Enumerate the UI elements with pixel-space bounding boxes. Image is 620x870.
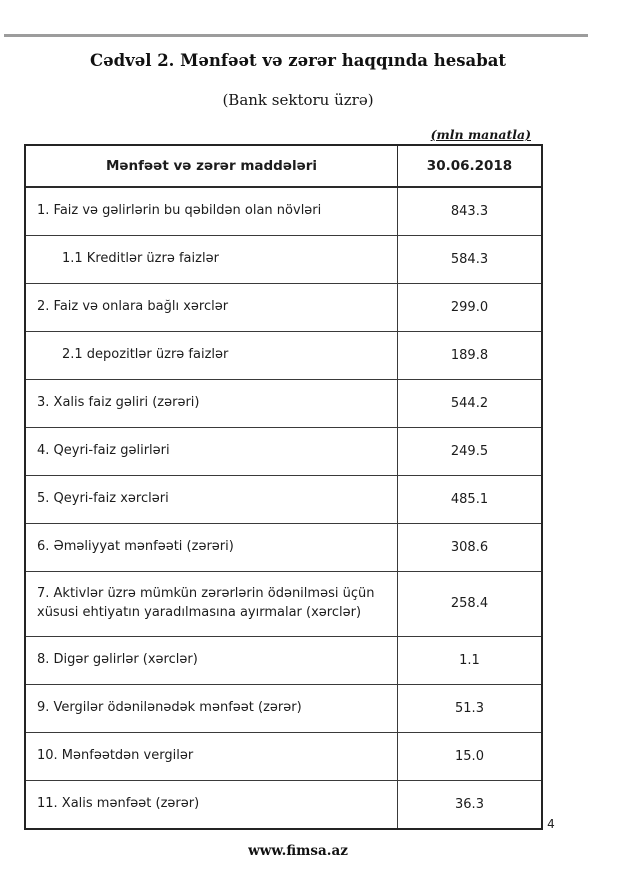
row-value: 544.2 xyxy=(450,395,489,411)
table-row xyxy=(26,781,541,828)
table-header-row xyxy=(26,146,541,188)
row-label: 6. Əməliyyat mənfəəti (zərəri) xyxy=(26,524,398,571)
column-header-items: Mənfəət və zərər maddələri xyxy=(26,146,398,186)
row-value: 1.1 xyxy=(459,652,480,668)
row-label: 7. Aktivlər üzrə mümkün zərərlərin ödənilməsi üçün xüsusi ehtiyatın yaradılmasına ayırmalar (xərclər) xyxy=(26,572,398,636)
table-row xyxy=(26,476,541,524)
table-row xyxy=(26,524,541,572)
table-row xyxy=(26,380,541,428)
row-label: 9. Vergilər ödənilənədək mənfəət (zərər) xyxy=(26,685,398,732)
row-value: 249.5 xyxy=(450,443,489,459)
table-row xyxy=(26,733,541,781)
row-value: 299.0 xyxy=(450,299,489,315)
row-value: 308.6 xyxy=(450,539,489,555)
profit-loss-table xyxy=(24,144,543,830)
row-value: 258.4 xyxy=(450,596,489,612)
unit-note: (mln manatla) xyxy=(430,126,531,142)
table-row xyxy=(26,332,541,380)
header-divider-rule xyxy=(4,34,588,37)
table-row xyxy=(26,236,541,284)
row-value: 584.3 xyxy=(450,251,489,267)
row-value: 189.8 xyxy=(450,347,489,363)
table-body xyxy=(26,188,541,828)
table-row xyxy=(26,284,541,332)
table-row xyxy=(26,637,541,685)
row-label: 11. Xalis mənfəət (zərər) xyxy=(26,781,398,828)
row-value: 15.0 xyxy=(455,748,484,764)
row-label: 5. Qeyri-faiz xərcləri xyxy=(26,476,398,523)
row-label: 4. Qeyri-faiz gəlirləri xyxy=(26,428,398,475)
page-number: 4 xyxy=(547,817,555,831)
page-title: Cədvəl 2. Mənfəət və zərər haqqında hesabat xyxy=(89,51,507,70)
table-row xyxy=(26,685,541,733)
table-row xyxy=(26,428,541,476)
table-row xyxy=(26,572,541,637)
row-label: 10. Mənfəətdən vergilər xyxy=(26,733,398,780)
column-header-date: 30.06.2018 xyxy=(426,157,513,174)
row-label: 2.1 depozitlər üzrə faizlər xyxy=(26,332,398,379)
row-label: 2. Faiz və onlara bağlı xərclər xyxy=(26,284,398,331)
row-value: 51.3 xyxy=(455,700,484,716)
row-label: 1.1 Kreditlər üzrə faizlər xyxy=(26,236,398,283)
table-row xyxy=(26,188,541,236)
row-label: 3. Xalis faiz gəliri (zərəri) xyxy=(26,380,398,427)
page-subtitle: (Bank sektoru üzrə) xyxy=(222,91,374,110)
footer-url: www.fimsa.az xyxy=(248,843,348,859)
row-label: 8. Digər gəlirlər (xərclər) xyxy=(26,637,398,684)
row-label: 1. Faiz və gəlirlərin bu qəbildən olan növləri xyxy=(26,188,398,235)
row-value: 485.1 xyxy=(450,491,489,507)
row-value: 36.3 xyxy=(455,796,484,812)
row-value: 843.3 xyxy=(450,203,489,219)
